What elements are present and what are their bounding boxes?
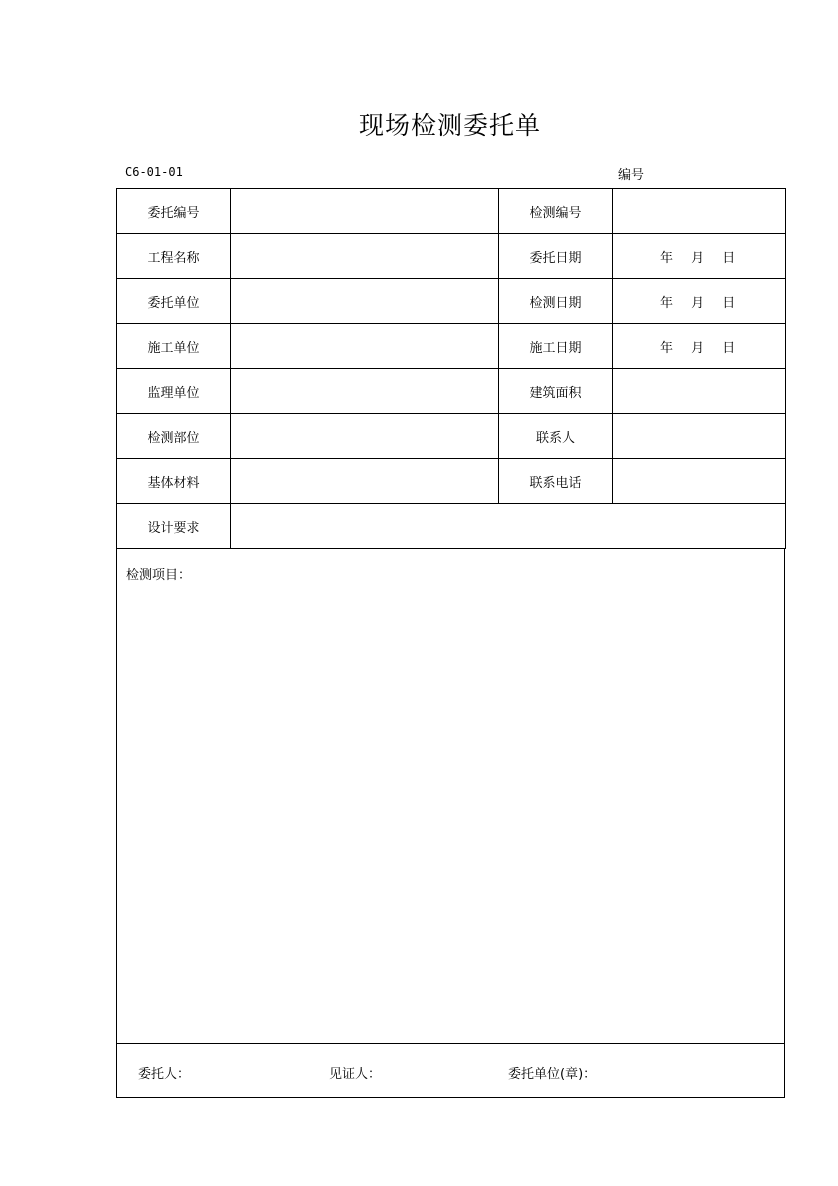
inspection-number-label: 检测编号 [499,189,613,234]
contact-person-field[interactable] [613,414,786,459]
inspection-location-field[interactable] [231,414,499,459]
day-unit: 日 [722,295,736,311]
contact-phone-field[interactable] [613,459,786,504]
client-unit-seal-label: 委托单位(章)： [508,1067,597,1082]
design-requirements-field[interactable] [231,504,786,549]
project-name-field[interactable] [231,234,499,279]
month-unit: 月 [691,250,705,266]
year-unit: 年 [659,250,673,266]
construction-date-label: 施工日期 [499,324,613,369]
supervision-unit-label: 监理单位 [117,369,231,414]
table-row [117,369,786,414]
year-unit: 年 [659,295,673,311]
supervision-unit-field[interactable] [231,369,499,414]
witness-signature-label: 见证人： [329,1067,382,1082]
contact-phone-label: 联系电话 [499,459,613,504]
building-area-label: 建筑面积 [499,369,613,414]
table-row [117,414,786,459]
table-row [117,324,786,369]
inspection-items-area[interactable] [116,548,785,1044]
client-unit-label: 委托单位 [117,279,231,324]
table-row [117,504,786,549]
signature-row [116,1043,785,1098]
commission-number-label: 委托编号 [117,189,231,234]
client-unit-field[interactable] [231,279,499,324]
commission-form-table [116,188,786,549]
inspection-date-label: 检测日期 [499,279,613,324]
table-row [117,189,786,234]
contact-person-label: 联系人 [499,414,613,459]
page-title: 现场检测委托单 [358,111,541,140]
month-unit: 月 [691,295,705,311]
construction-unit-label: 施工单位 [117,324,231,369]
table-row [117,234,786,279]
serial-number-label: 编号 [618,168,645,183]
commission-number-field[interactable] [231,189,499,234]
day-unit: 日 [722,250,736,266]
year-unit: 年 [659,340,673,356]
design-requirements-label: 设计要求 [117,504,231,549]
building-area-field[interactable] [613,369,786,414]
form-code: C6-01-01 [125,165,183,179]
client-signature-label: 委托人： [138,1067,191,1082]
commission-date-label: 委托日期 [499,234,613,279]
commission-date-field[interactable] [613,234,786,279]
day-unit: 日 [722,340,736,356]
table-row [117,459,786,504]
project-name-label: 工程名称 [117,234,231,279]
construction-unit-field[interactable] [231,324,499,369]
base-material-label: 基体材料 [117,459,231,504]
base-material-field[interactable] [231,459,499,504]
construction-date-field[interactable] [613,324,786,369]
table-row [117,279,786,324]
inspection-date-field[interactable] [613,279,786,324]
month-unit: 月 [691,340,705,356]
inspection-location-label: 检测部位 [117,414,231,459]
inspection-items-label: 检测项目： [126,568,192,583]
inspection-number-field[interactable] [613,189,786,234]
